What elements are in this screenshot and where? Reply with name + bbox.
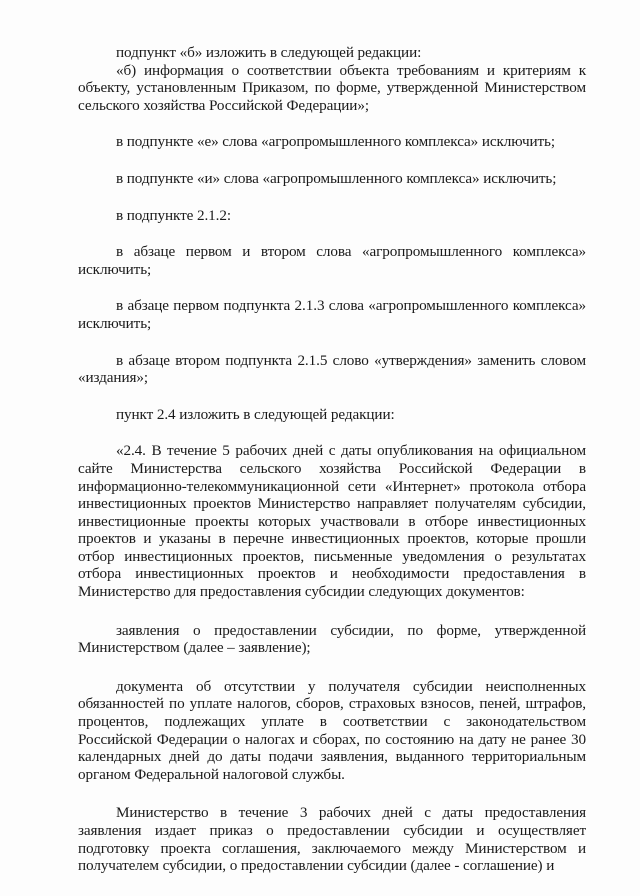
paragraph-ministry-order: Министерство в течение 3 рабочих дней с даты предоставления заявления издает приказ о предоставлении субсидии и осуществляет подготовку проекта соглашения, заключаемого между Министерством и получателем субсидии, о предоставлении субсидии (далее - соглашение) и [78,804,586,875]
paragraph-subitem-2-1-2: в подпункте 2.1.2: [116,206,231,224]
paragraph-item-2-4-intro: пункт 2.4 изложить в следующей редакции: [116,405,395,423]
document-body [78,44,586,875]
paragraph-tax-document: документа об отсутствии у получателя субсидии неисполненных обязанностей по уплате налогов, сборов, страховых взносов, пеней, штрафов, процентов, подлежащих уплате в соответствии с законодательством Российской Федерации о налогах и сборах, по состоянию на дату не ранее 30 календарных дней до даты подачи заявления, выданного территориальным органом Федеральной налоговой службы. [78,677,586,783]
paragraph-subitem-b-text: «б) информация о соответствии объекта требованиям и критериям к объекту, установленным Приказом, по форме, утвержденной Министерством сельского хозяйства Российской Федерации»; [78,61,586,114]
paragraph-subitem-2-1-3: в абзаце первом подпункта 2.1.3 слова «агропромышленного комплекса» исключить; [78,297,586,332]
paragraph-item-2-4-text: «2.4. В течение 5 рабочих дней с даты опубликования на официальном сайте Министерства сельского хозяйства Российской Федерации в информационно-телекоммуникационной сети «Интернет» протокола отбора инвестиционных проектов Министерство направляет получателям субсидии, инвестиционные проекты которых участвовали в отборе инвестиционных проектов и указаны в перечне инвестиционных проектов, которые прошли отбор инвестиционных проектов, письменные уведомления о результатах отбора инвестиционных проектов и необходимости предоставления в Министерство для предоставления субсидии следующих документов: [78,442,586,601]
paragraph-subitem-i: в подпункте «и» слова «агропромышленного комплекса» исключить; [116,169,557,187]
paragraph-application: заявления о предоставлении субсидии, по форме, утвержденной Министерством (далее – заявление); [78,621,586,657]
paragraph-first-second-abzac: в абзаце первом и втором слова «агропромышленного комплекса» исключить; [78,243,586,278]
paragraph-subitem-e: в подпункте «е» слова «агропромышленного комплекса» исключить; [116,133,555,151]
paragraph-subitem-2-1-5: в абзаце втором подпункта 2.1.5 слово «утверждения» заменить словом «издания»; [78,351,586,387]
paragraph-subitem-b-intro: подпункт «б» изложить в следующей редакции: [116,44,422,61]
